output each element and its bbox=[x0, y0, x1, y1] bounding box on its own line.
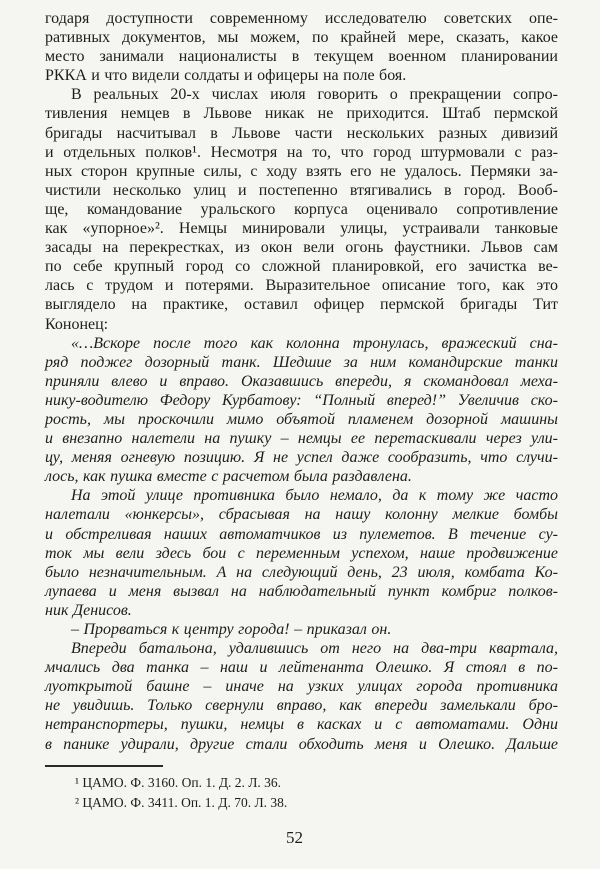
text-line: и внезапно налетели на пушку – немцы ее перетаскивали через ули- bbox=[45, 430, 558, 448]
text-line: В реальных 20-х числах июля говорить о прекращении сопро- bbox=[71, 86, 558, 104]
paragraph bbox=[45, 9, 558, 85]
text-line: цу, меняя огневую позицию. Я не успел даже сообразить, что случи- bbox=[45, 449, 558, 467]
text-line: нику-водителю Федору Курбатову: “Полный вперед!” Увеличив ско- bbox=[45, 391, 558, 409]
text-line: налетали «юнкерсы», сбрасывая на нашу колонну мелкие бомбы bbox=[45, 506, 558, 524]
text-line: ных сторон крупные силы, с ходу взять его не удалось. Пермяки за- bbox=[45, 162, 558, 180]
footnote-line: ² ЦАМО. Ф. 3411. Оп. 1. Д. 70. Л. 38. bbox=[75, 795, 288, 811]
text-line: чистили несколько улиц и постепенно втягивались в город. Вооб- bbox=[45, 181, 558, 199]
text-line: выглядело на практике, оставил офицер пермской бригады Тит bbox=[45, 296, 558, 314]
paragraph bbox=[45, 620, 558, 639]
text-line: по себе крупный город со сложной планировкой, его зачистка ве- bbox=[45, 258, 558, 276]
paragraph bbox=[45, 486, 558, 620]
text-line: РККА и что видели солдаты и офицеры на поле боя. bbox=[45, 67, 407, 85]
text-line: и отдельных полков¹. Несмотря на то, что город штурмовали с раз- bbox=[45, 143, 558, 161]
footnote-line: ¹ ЦАМО. Ф. 3160. Оп. 1. Д. 2. Л. 36. bbox=[75, 774, 282, 790]
text-line: ник Денисов. bbox=[45, 601, 132, 619]
text-line: было незначительным. А на следующий день, 23 июля, комбата Ко- bbox=[45, 563, 558, 581]
text-line: и обстреливая наших автоматчиков из пулеметов. В течение су- bbox=[45, 525, 558, 543]
text-line: нетранспортеры, пушки, немцы в касках и с автоматами. Одни bbox=[45, 716, 558, 734]
text-line: тивления немцев в Львове никак не приходится. Штаб пермской bbox=[45, 105, 558, 123]
text-line: ще, командование уральского корпуса оценивало сопротивление bbox=[45, 200, 558, 218]
footnotes bbox=[45, 773, 558, 814]
paragraph bbox=[45, 639, 558, 754]
text-line: – Прорваться к центру города! – приказал он. bbox=[71, 621, 392, 638]
text-line: не увидишь. Только свернули вправо, как впереди замелькали бро- bbox=[45, 697, 558, 715]
paragraph bbox=[45, 85, 558, 333]
page-number: 52 bbox=[286, 827, 303, 847]
text-line: как «упорное»². Немцы минировали улицы, устраивали танковые bbox=[45, 220, 558, 238]
text-line: луоткрытой башне – иначе на узких улицах города противника bbox=[45, 678, 558, 696]
text-line: засады на перекрестках, из окон вели огонь фаустники. Львов сам bbox=[45, 239, 558, 257]
text-line: бригады насчитывал в Львове части нескольких разных дивизий bbox=[45, 124, 558, 142]
text-line: «…Вскоре после того как колонна тронулась, вражеский сна- bbox=[71, 334, 558, 352]
text-line: На этой улице противника было немало, да к тому же часто bbox=[71, 487, 558, 505]
text-line: лось, как пушка вместе с расчетом была раздавлена. bbox=[45, 468, 412, 486]
footnote-separator bbox=[45, 765, 163, 767]
text-line: приняли влево и вправо. Оказавшись впереди, я скомандовал меха- bbox=[45, 372, 558, 390]
text-line: лупаева и меня вызвал на наблюдательный пункт комбриг полков- bbox=[45, 582, 558, 600]
text-line: лась с трудом и потерями. Выразительное описание того, как это bbox=[45, 277, 558, 295]
text-line: рость, мы проскочили мимо объятой пламенем дозорной машины bbox=[45, 410, 558, 428]
body-text bbox=[45, 9, 558, 754]
text-line: годаря доступности современному исследователю советских опе- bbox=[45, 10, 558, 27]
text-line: ряд поджег дозорный танк. Шедшие за ним командирские танки bbox=[45, 353, 558, 371]
text-line: Впереди батальона, удалившись от него на два-три квартала, bbox=[71, 640, 558, 658]
text-line: ративных документов, мы можем, по крайней мере, сказать, какое bbox=[45, 29, 558, 47]
text-line: Кононец: bbox=[45, 315, 109, 333]
text-line: мчались два танка – наш и лейтенанта Олешко. Я стоял в по- bbox=[45, 659, 558, 677]
paragraph bbox=[45, 334, 558, 487]
text-line: ток мы вели здесь бои с переменным успехом, наше продвижение bbox=[45, 544, 558, 562]
text-line: место занимали националисты в текущем военном планировании bbox=[45, 48, 558, 66]
text-line: в панике удирали, другие стали обходить меня и Олешко. Дальше bbox=[45, 735, 558, 753]
